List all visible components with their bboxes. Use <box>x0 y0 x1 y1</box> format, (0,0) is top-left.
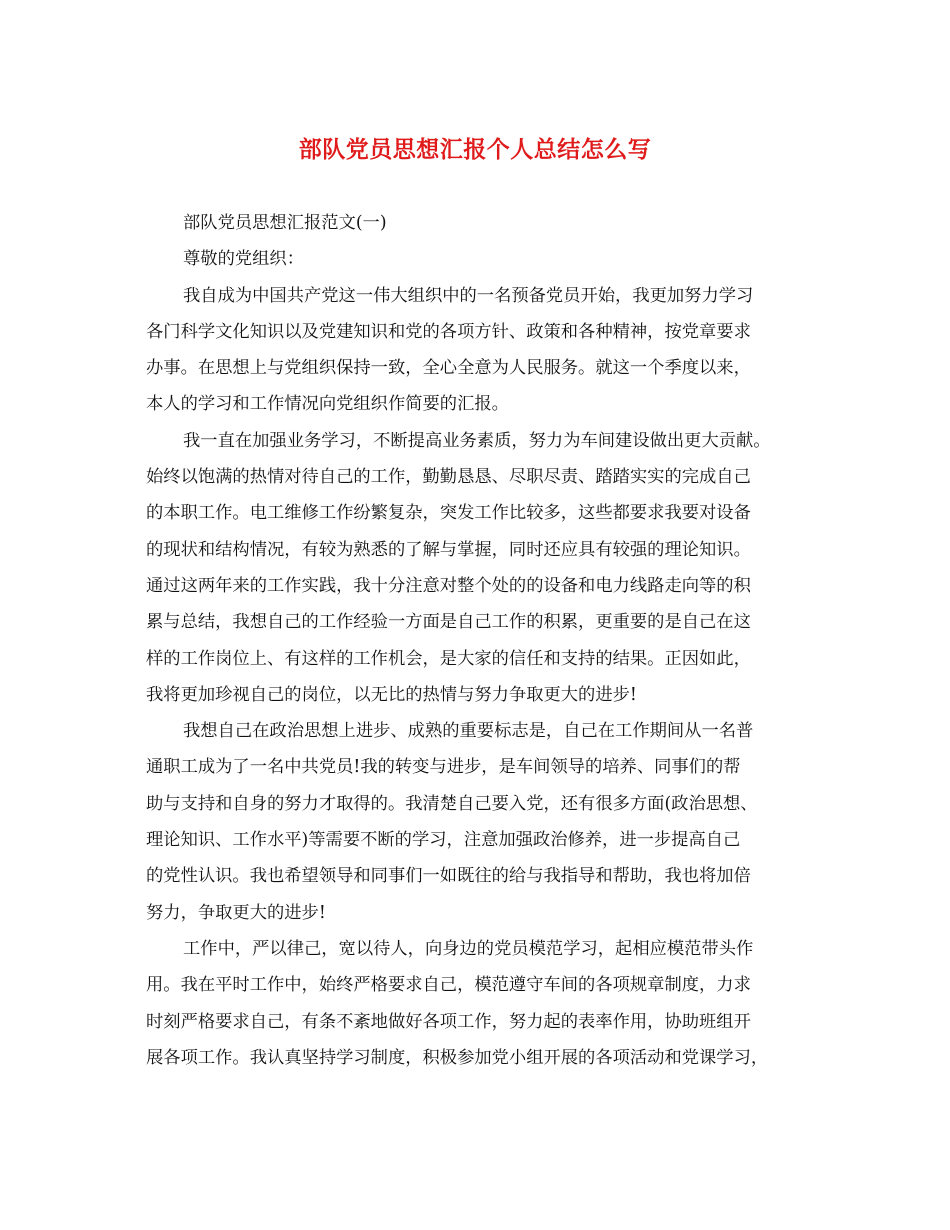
paragraph-line: 办事。在思想上与党组织保持一致，全心全意为人民服务。就这一个季度以来， <box>146 358 751 379</box>
paragraph-line: 用。我在平时工作中，始终严格要求自己，模范遵守车间的各项规章制度，力求 <box>146 975 751 996</box>
document-body <box>146 205 806 1076</box>
paragraph-line: 累与总结，我想自己的工作经验一方面是自己工作的积累，更重要的是自己在这 <box>146 612 751 633</box>
paragraph-line: 工作中，严以律己，宽以待人，向身边的党员模范学习，起相应模范带头作 <box>183 938 754 959</box>
document-title: 部队党员思想汇报个人总结怎么写 <box>298 136 652 163</box>
paragraph-line: 通过这两年来的工作实践，我十分注意对整个处的的设备和电力线路走向等的积 <box>146 575 751 596</box>
paragraph-line: 本人的学习和工作情况向党组织作简要的汇报。 <box>146 394 509 415</box>
paragraph-line: 通职工成为了一名中共党员!我的转变与进步，是车间领导的培养、同事们的帮 <box>146 757 741 778</box>
paragraph-line: 始终以饱满的热情对待自己的工作，勤勤恳恳、尽职尽责、踏踏实实的完成自己 <box>146 467 751 488</box>
paragraph-line: 我将更加珍视自己的岗位，以无比的热情与努力争取更大的进步! <box>146 684 637 705</box>
paragraph-line: 的现状和结构情况，有较为熟悉的了解与掌握，同时还应具有较强的理论知识。 <box>146 539 751 560</box>
paragraph-line: 样的工作岗位上、有这样的工作机会，是大家的信任和支持的结果。正因如此， <box>146 648 751 669</box>
paragraph-line: 助与支持和自身的努力才取得的。我清楚自己要入党，还有很多方面(政治思想、 <box>146 793 758 814</box>
salutation: 尊敬的党组织： <box>183 249 304 270</box>
paragraph-line: 的本职工作。电工维修工作纷繁复杂，突发工作比较多，这些都要求我要对设备 <box>146 503 751 524</box>
paragraph-line: 我一直在加强业务学习，不断提高业务素质，努力为车间建设做出更大贡献。 <box>183 430 771 451</box>
paragraph-line: 展各项工作。我认真坚持学习制度，积极参加党小组开展的各项活动和党课学习， <box>146 1047 769 1068</box>
paragraph-line: 理论知识、工作水平)等需要不断的学习，注意加强政治修养，进一步提高自己 <box>146 830 741 851</box>
paragraph-line: 努力，争取更大的进步! <box>146 902 326 923</box>
paragraph-line: 时刻严格要求自己，有条不紊地做好各项工作，努力起的表率作用，协助班组开 <box>146 1011 751 1032</box>
paragraph-line: 各门科学文化知识以及党建知识和党的各项方针、政策和各种精神，按党章要求 <box>146 321 751 342</box>
paragraph-line: 我想自己在政治思想上进步、成熟的重要标志是，自己在工作期间从一名普 <box>183 721 754 742</box>
paragraph-line: 我自成为中国共产党这一伟大组织中的一名预备党员开始，我更加努力学习 <box>183 285 754 306</box>
paragraph-line: 的党性认识。我也希望领导和同事们一如既往的给与我指导和帮助，我也将加倍 <box>146 866 751 887</box>
section-heading: 部队党员思想汇报范文(一) <box>183 213 387 233</box>
